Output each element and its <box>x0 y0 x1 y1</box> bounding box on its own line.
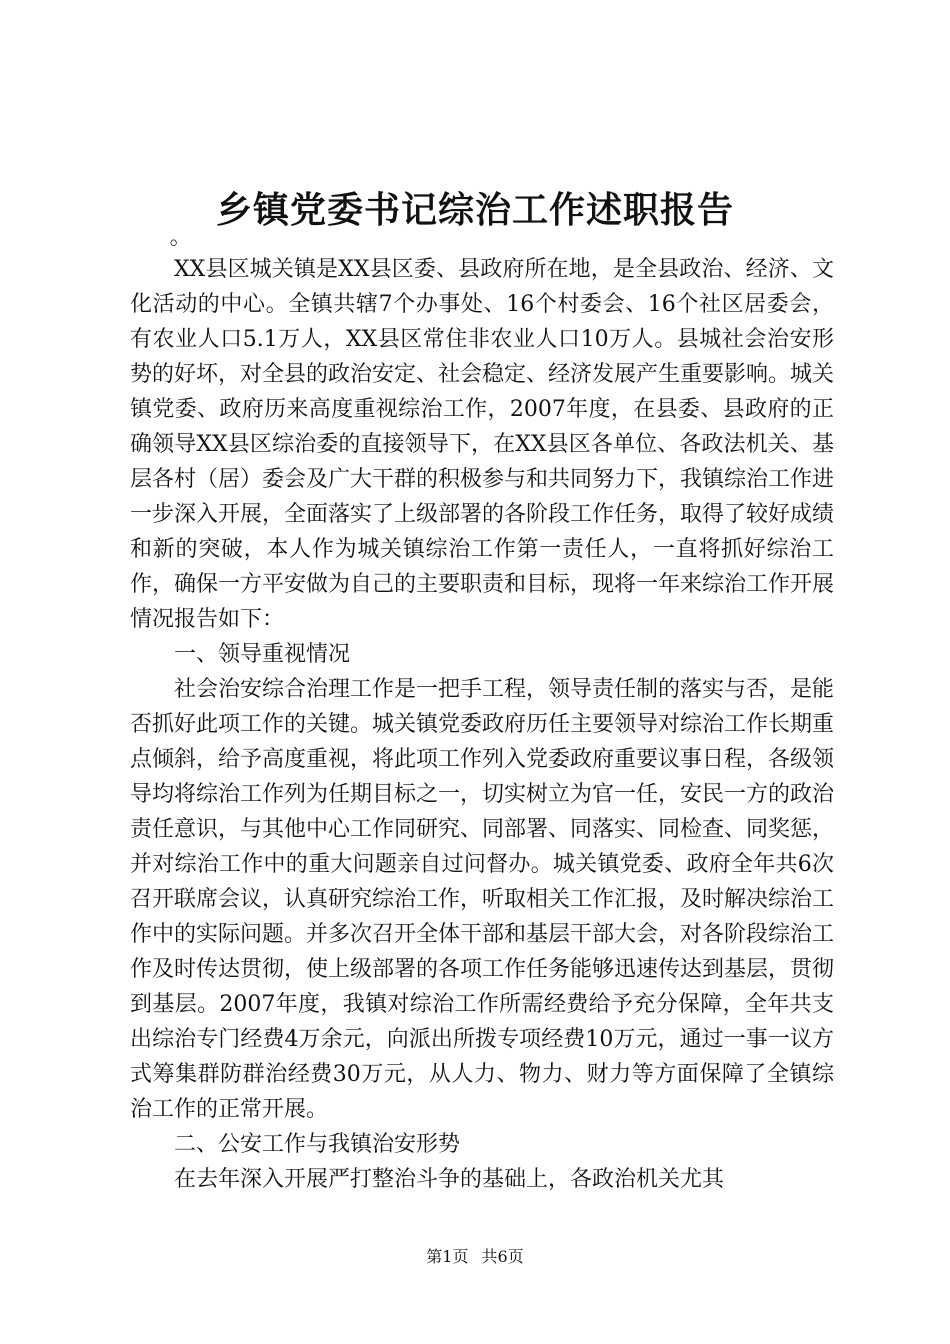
document-title: 乡镇党委书记综治工作述职报告 <box>215 189 734 231</box>
section-heading-1: 一、领导重视情况 <box>174 642 351 667</box>
section-heading-2: 二、公安工作与我镇治安形势 <box>174 1132 461 1157</box>
page-total: 共6页 <box>481 1247 524 1266</box>
section-2-paragraph: 在去年深入开展严打整治斗争的基础上，各政治机关尤其 <box>174 1167 725 1192</box>
section-1-paragraph: 社会治安综合治理工作是一把手工程，领导责任制的落实与否，是能否抓好此项工作的关键。城关镇党委政府历任主要领导对综治工作长期重点倾斜，给予高度重视，将此项工作列入党委政府重要议事日程，各级领导均将综治工作列为任期目标之一，切实树立为官一任，安民一方的政治责任意识，与其他中心工作同研究、同部署、同落实、同检查、同奖惩，并对综治工作中的重大问题亲自过问督办。城关镇党委、政府全年共6次召开联席会议，认真研究综治工作，听取相关工作汇报，及时解决综治工作中的实际问题。并多次召开全体干部和基层干部大会，对各阶段综治工作及时传达贯彻，使上级部署的各项工作任务能够迅速传达到基层，贯彻到基层。2007年度，我镇对综治工作所需经费给予充分保障，全年共支出综治专门经费4万余元，向派出所拨专项经费10万元，通过一事一议方式筹集群防群治经费30万元，从人力、物力、财力等方面保障了全镇综治工作的正常开展。 <box>130 677 835 1122</box>
intro-paragraph: XX县区城关镇是XX县区委、县政府所在地，是全县政治、经济、文化活动的中心。全镇共辖7个办事处、16个村委会、16个社区居委会，有农业人口5.1万人，XX县区常住非农业人口10万人。县城社会治安形势的好坏，对全县的政治安定、社会稳定、经济发展产生重要影响。城关镇党委、政府历来高度重视综治工作，2007年度，在县委、县政府的正确领导XX县区综治委的直接领导下，在XX县区各单位、各政法机关、基层各村（居）委会及广大干群的积极参与和共同努力下，我镇综治工作进一步深入开展，全面落实了上级部署的各阶段工作任务，取得了较好成绩和新的突破，本人作为城关镇综治工作第一责任人，一直将抓好综治工作，确保一方平安做为自己的主要职责和目标，现将一年来综治工作开展情况报告如下： <box>130 257 835 632</box>
document-body <box>130 225 835 1197</box>
page-number: 第1页 <box>426 1247 469 1266</box>
page-footer <box>0 1245 950 1269</box>
paragraph-mark: 。 <box>169 225 192 250</box>
